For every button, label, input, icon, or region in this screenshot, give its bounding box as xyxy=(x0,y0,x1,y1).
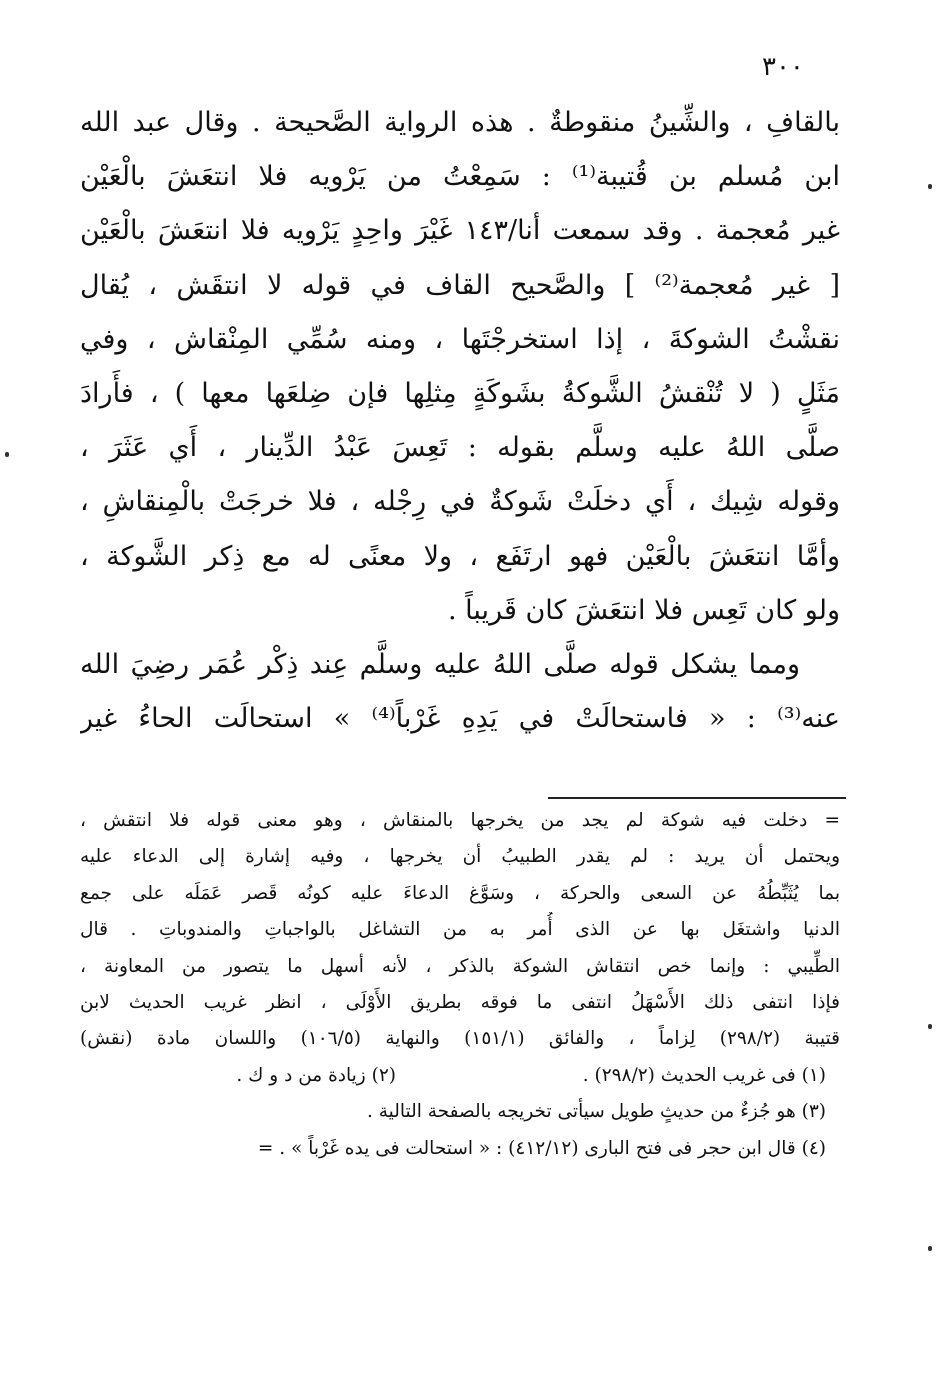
footnote-line: بما يُثَبِّطُهُ عن السعى والحركة ، وسَوَّغ الدعاءَ عليه كونُه قَصر عَمَلَه على جمع xyxy=(80,882,840,904)
footnote-line: الدنيا واشتغَل بها عن الذى أُمر به من التشاغل بالواجباتِ والمندوباتِ . قال xyxy=(80,919,840,941)
text-line: [ غير مُعجمة⁽²⁾ ] والصَّحيح القاف في قوله لا انتقَش ، يُقال xyxy=(80,269,840,301)
main-text xyxy=(80,96,840,746)
margin-speck xyxy=(928,1024,932,1029)
text-line: مَثَلٍ ( لا تُنْقشُ الشَّوكةُ بشَوكَةٍ مِثلِها فإن ضِلعَها معها ) ، فأَرادَ xyxy=(80,377,840,409)
footnote-3: (٣) هو جُزءٌ من حديثٍ طويل سيأتى تخريجه بالصفحة التالية . xyxy=(366,1101,826,1123)
text-line: ومما يشكل قوله صلَّى اللهُ عليه وسلَّم عِند ذِكْر عُمَر رضِيَ الله xyxy=(80,648,800,680)
text-line: صلَّى اللهُ عليه وسلَّم بقوله : تَعِسَ عَبْدُ الدِّينار ، أَي عَثَرَ ، xyxy=(80,432,840,464)
text-line: غير مُعجمة . وقد سمعت أنا/١٤٣ غَيْرَ واحِدٍ يَرْويه فلا انتعَشَ بالْعَيْن xyxy=(80,215,840,247)
text-line: ولو كان تَعِس فلا انتعَشَ كان قَريباً . xyxy=(448,594,840,626)
footnotes-section xyxy=(80,803,840,1167)
text-line: نقشْتُ الشوكةَ ، إذا استخرجْتَها ، ومنه سُمِّي المِنْقاش ، وفي xyxy=(80,323,840,355)
footnote-1: (١) فى غريب الحديث (٢٩٨/٢) . xyxy=(582,1064,826,1086)
text-line: وقوله شِيك ، أَي دخلَتْ شَوكةٌ في رِجْله ، فلا خرجَتْ بالْمِنقاشِ ، xyxy=(80,486,840,518)
footnote-2: (٢) زيادة من د و ك . xyxy=(236,1064,396,1086)
footnote-line: الطِّيبي : وإنما خص انتقاش الشوكة بالذكر ، لأنه أسهل ما يتصور من المعاونة ، xyxy=(80,955,840,977)
margin-speck xyxy=(5,452,9,457)
text-line: ابن مُسلم بن قُتيبة⁽¹⁾ : سَمِعْتُ من يَرْويه فلا انتعَشَ بالْعَيْن xyxy=(80,161,840,193)
footnote-line: فإذا انتفى ذلك الأَسْهَلُ انتفى ما فوقه بطريق الأَوْلَى ، انظر غريب الحديث لابن xyxy=(80,991,840,1013)
footnote-line: ويحتمل أن يريد : لم يقدر الطبيبُ أن يخرجها ، وفيه إشارة إلى الدعاء عليه xyxy=(80,846,840,868)
footnote-line: = دخلت فيه شوكة لم يجد من يخرجها بالمنقاش ، وهو معنى قوله فلا انتقش ، xyxy=(80,810,840,831)
margin-speck xyxy=(928,184,932,189)
footnote-row xyxy=(80,1058,840,1094)
text-line: عنه⁽³⁾ : « فاستحالَتْ في يَدِهِ غَرْباً⁽⁴⁾ » استحالَت الحاءُ غير xyxy=(80,703,840,735)
text-line: بالقافِ ، والشِّينُ منقوطةٌ . هذه الرواية الصَّحيحة . وقال عبد الله xyxy=(80,107,840,138)
footnote-line: قتيبة (٢٩٨/٢) لِزاماً ، والفائق (١٥١/١) والنهاية (١٠٦/٥) واللسان مادة (نقش) xyxy=(80,1028,840,1050)
footnote-separator xyxy=(548,797,846,799)
text-line: وأمَّا انتعَشَ بالْعَيْن فهو ارتَفَع ، ولا معنًى له مع ذِكر الشَّوكة ، xyxy=(80,540,840,572)
page-number: ٣٠٠ xyxy=(762,52,804,82)
margin-speck xyxy=(928,1246,932,1251)
footnote-4: (٤) قال ابن حجر فى فتح البارى (٤١٢/١٢) : « استحالت فى يده غَرْباً » . = xyxy=(257,1137,826,1159)
